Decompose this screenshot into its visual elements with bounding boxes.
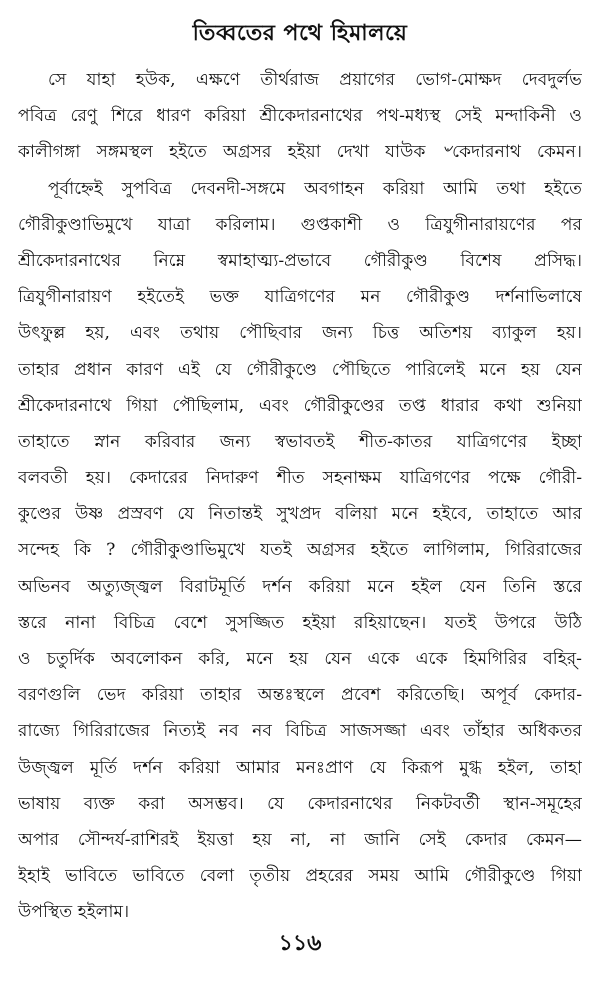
text-line: রাজ্যে গিরিরাজের নিত্যই নব নব বিচিত্র সাজসজ্জা এবং তাঁহার অধিকতর	[18, 721, 582, 742]
text-line: কালীগঙ্গা সঙ্গমস্থল হইতে অগ্রসর হইয়া দেখা যাউক ৺কেদারনাথ কেমন।	[18, 142, 582, 163]
text-line: ইহাই ভাবিতে ভাবিতে বেলা তৃতীয় প্রহরের সময় আমি গৌরীকুণ্ডে গিয়া	[18, 866, 582, 887]
text-line: বরণগুলি ভেদ করিয়া তাহার অন্তঃস্থলে প্রবেশ করিতেছি। অপূর্ব কেদার-	[18, 685, 582, 706]
text-line: পবিত্র রেণু শিরে ধারণ করিয়া শ্রীকেদারনাথের পথ-মধ্যস্থ সেই মন্দাকিনী ও	[18, 106, 582, 127]
text-line: সে যাহা হউক, এক্ষণে তীর্থরাজ প্রয়াগের ভোগ-মোক্ষদ দেবদুর্লভ	[48, 70, 582, 90]
text-line: গৌরীকুণ্ডাভিমুখে যাত্রা করিলাম। গুপ্তকাশী ও ত্রিযুগীনারায়ণের পর	[18, 214, 582, 235]
text-line: সন্দেহ কি ? গৌরীকুণ্ডাভিমুখে যতই অগ্রসর হইতে লাগিলাম, গিরিরাজের	[18, 540, 582, 561]
text-line: তাহার প্রধান কারণ এই যে গৌরীকুণ্ডে পৌছিতে পারিলেই মনে হয় যেন	[18, 359, 582, 380]
text-line: ভাষায় ব্যক্ত করা অসম্ভব। যে কেদারনাথের নিকটবর্তী স্থান-সমূহের	[18, 793, 582, 814]
text-line: উজ্জ্বল মূর্তি দর্শন করিয়া আমার মনঃপ্রাণ যে কিরূপ মুগ্ধ হইল, তাহা	[18, 757, 582, 778]
text-line: শ্রীকেদারনাথে গিয়া পৌছিলাম, এবং গৌরীকুণ্ডের তপ্ত ধারার কথা শুনিয়া	[18, 395, 582, 416]
text-line: অভিনব অত্যুজ্জ্বল বিরাটমূর্তি দর্শন করিয়া মনে হইল যেন তিনি স্তরে	[18, 576, 582, 597]
page-number: ১১৬	[278, 930, 322, 956]
body-text	[18, 62, 582, 931]
text-line: উৎফুল্ল হয়, এবং তথায় পৌছিবার জন্য চিত্ত অতিশয় ব্যাকুল হয়।	[18, 323, 582, 344]
text-line: শ্রীকেদারনাথের নিম্নে স্বমাহাত্ম্য-প্রভাবে গৌরীকুণ্ড বিশেষ প্রসিদ্ধ।	[18, 250, 582, 271]
text-line: ও চতুর্দিক অবলোকন করি, মনে হয় যেন একে একে হিমগিরির বহির্-	[18, 649, 582, 669]
text-line: কুণ্ডের উষ্ণ প্রস্রবণ যে নিতান্তই সুখপ্রদ বলিয়া মনে হইবে, তাহাতে আর	[18, 504, 582, 525]
text-line: স্তরে নানা বিচিত্র বেশে সুসজ্জিত হইয়া রহিয়াছেন। যতই উপরে উঠি	[18, 612, 582, 633]
text-line: অপার সৌন্দর্য-রাশিরই ইয়ত্তা হয় না, না জানি সেই কেদার কেমন—	[18, 829, 582, 850]
text-line: তাহাতে স্নান করিবার জন্য স্বভাবতই শীত-কাতর যাত্রিগণের ইচ্ছা	[18, 431, 582, 452]
text-line: ত্রিযুগীনারায়ণ হইতেই ভক্ত যাত্রিগণের মন গৌরীকুণ্ড দর্শনাভিলাষে	[18, 287, 582, 308]
text-line: বলবতী হয়। কেদারের নিদারুণ শীত সহনাক্ষম যাত্রিগণের পক্ষে গৌরী-	[18, 468, 582, 489]
page-title: তিব্বতের পথে হিমালয়ে	[192, 20, 408, 46]
text-line: উপস্থিত হইলাম।	[18, 902, 130, 923]
text-line: পূর্বাহ্নেই সুপবিত্র দেবনদী-সঙ্গমে অবগাহন করিয়া আমি তথা হইতে	[48, 178, 582, 199]
